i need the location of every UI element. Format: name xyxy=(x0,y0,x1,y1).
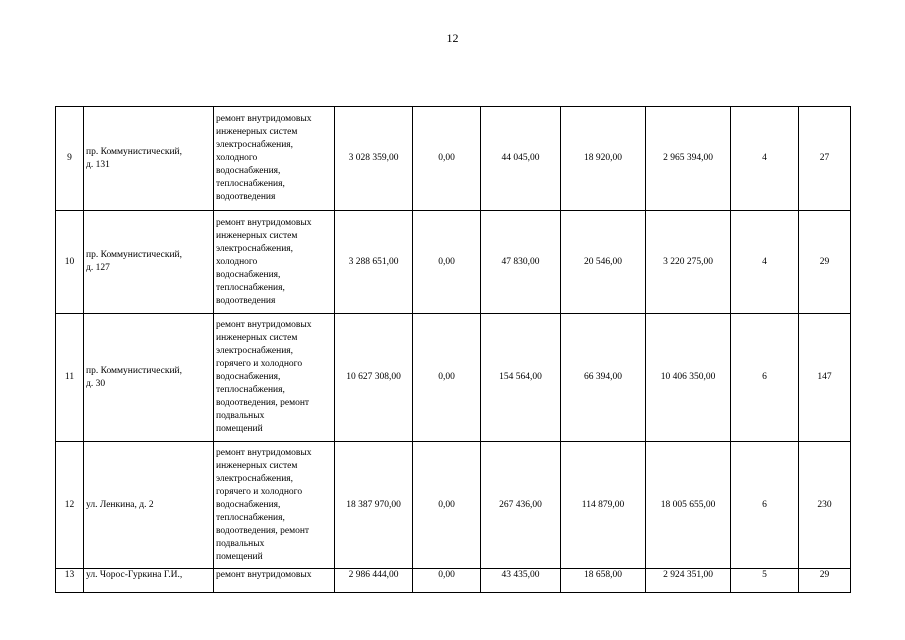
total-cost-cell: 2 986 444,00 xyxy=(335,569,413,593)
value-cell: 4 xyxy=(731,211,799,314)
table-row xyxy=(56,107,851,211)
value-cell: 66 394,00 xyxy=(561,314,646,442)
value-cell: 3 220 275,00 xyxy=(646,211,731,314)
value-cell: 267 436,00 xyxy=(481,442,561,569)
total-cost-cell: 3 028 359,00 xyxy=(335,107,413,211)
value-cell: 27 xyxy=(799,107,851,211)
address-cell: пр. Коммунистический, д. 131 xyxy=(84,107,214,211)
address-cell: ул. Ленкина, д. 2 xyxy=(84,442,214,569)
value-cell: 43 435,00 xyxy=(481,569,561,593)
total-cost-cell: 10 627 308,00 xyxy=(335,314,413,442)
page-number: 12 xyxy=(446,31,459,45)
value-cell: 29 xyxy=(799,569,851,593)
row-number: 11 xyxy=(56,314,84,442)
table-row xyxy=(56,314,851,442)
row-number: 10 xyxy=(56,211,84,314)
value-cell: 147 xyxy=(799,314,851,442)
value-cell: 29 xyxy=(799,211,851,314)
value-cell: 154 564,00 xyxy=(481,314,561,442)
value-cell: 0,00 xyxy=(413,314,481,442)
row-number: 13 xyxy=(56,569,84,593)
work-type-cell: ремонт внутридомовых инженерных систем электроснабжения, горячего и холодного водоснабжения, теплоснабжения, водоотведения, ремонт подвальных помещений xyxy=(214,442,335,569)
value-cell: 6 xyxy=(731,314,799,442)
value-cell: 6 xyxy=(731,442,799,569)
value-cell: 2 965 394,00 xyxy=(646,107,731,211)
work-type-cell: ремонт внутридомовых инженерных систем электроснабжения, холодного водоснабжения, теплоснабжения, водоотведения xyxy=(214,211,335,314)
work-type-cell: ремонт внутридомовых xyxy=(214,569,335,593)
value-cell: 114 879,00 xyxy=(561,442,646,569)
value-cell: 5 xyxy=(731,569,799,593)
total-cost-cell: 18 387 970,00 xyxy=(335,442,413,569)
value-cell: 18 005 655,00 xyxy=(646,442,731,569)
value-cell: 0,00 xyxy=(413,107,481,211)
value-cell: 20 546,00 xyxy=(561,211,646,314)
value-cell: 0,00 xyxy=(413,211,481,314)
work-type-cell: ремонт внутридомовых инженерных систем электроснабжения, горячего и холодного водоснабжения, теплоснабжения, водоотведения, ремонт подвальных помещений xyxy=(214,314,335,442)
row-number: 9 xyxy=(56,107,84,211)
value-cell: 0,00 xyxy=(413,569,481,593)
total-cost-cell: 3 288 651,00 xyxy=(335,211,413,314)
table-row xyxy=(56,211,851,314)
address-cell: пр. Коммунистический, д. 30 xyxy=(84,314,214,442)
table-row xyxy=(56,442,851,569)
value-cell: 44 045,00 xyxy=(481,107,561,211)
value-cell: 230 xyxy=(799,442,851,569)
value-cell: 0,00 xyxy=(413,442,481,569)
value-cell: 10 406 350,00 xyxy=(646,314,731,442)
row-number: 12 xyxy=(56,442,84,569)
value-cell: 18 920,00 xyxy=(561,107,646,211)
table-row xyxy=(56,569,851,593)
work-type-cell: ремонт внутридомовых инженерных систем электроснабжения, холодного водоснабжения, теплоснабжения, водоотведения xyxy=(214,107,335,211)
value-cell: 2 924 351,00 xyxy=(646,569,731,593)
value-cell: 18 658,00 xyxy=(561,569,646,593)
address-cell: пр. Коммунистический, д. 127 xyxy=(84,211,214,314)
repair-table xyxy=(55,106,851,593)
value-cell: 4 xyxy=(731,107,799,211)
address-cell: ул. Чорос-Гуркина Г.И., xyxy=(84,569,214,593)
value-cell: 47 830,00 xyxy=(481,211,561,314)
